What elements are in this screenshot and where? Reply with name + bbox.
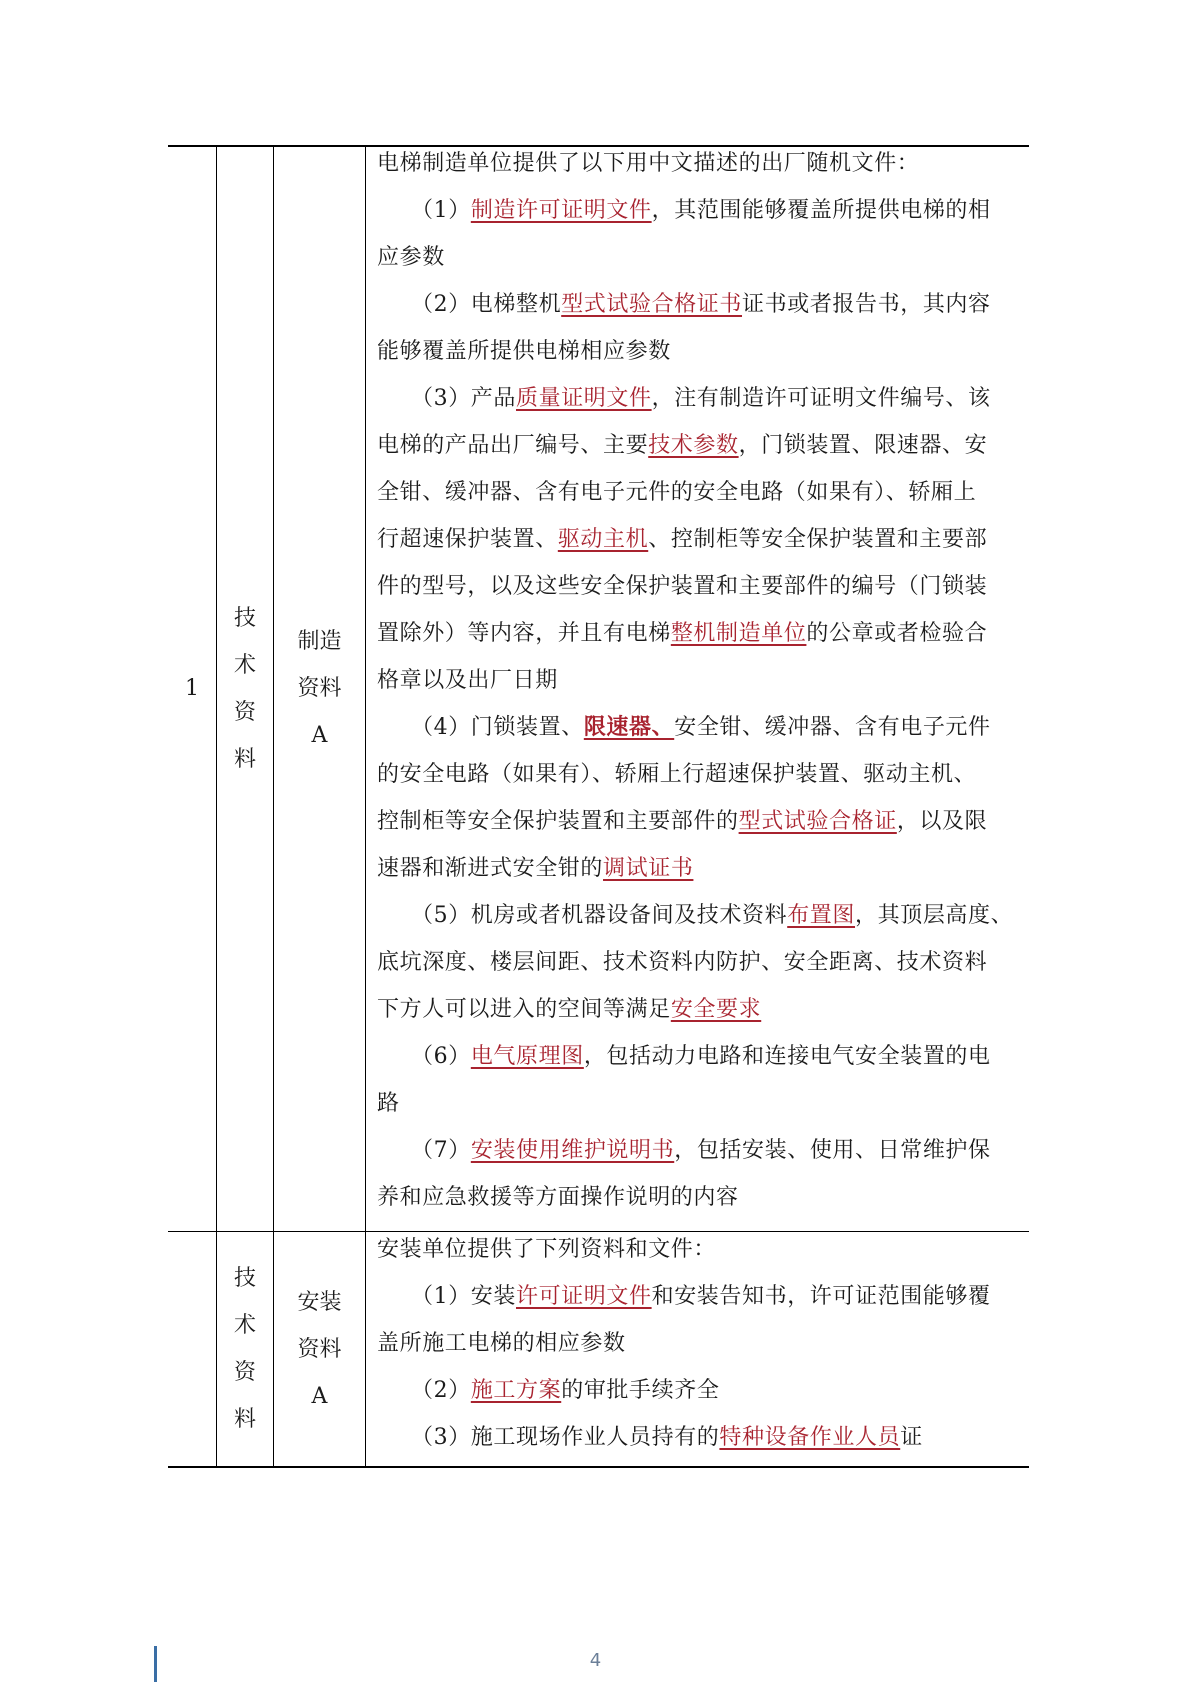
- highlighted-term: 调试证书: [603, 856, 694, 881]
- text-line: [377, 1174, 1027, 1221]
- cell-char: 资料: [297, 676, 342, 701]
- category-cell: [217, 146, 273, 1231]
- text-run: （7）: [411, 1138, 471, 1163]
- row-number: [168, 146, 216, 1231]
- text-line: [377, 281, 1027, 328]
- cell-char: 资: [233, 699, 256, 725]
- text-run: （1）: [411, 198, 471, 223]
- text-line: [377, 892, 1027, 939]
- text-run: （3）施工现场作业人员持有的: [411, 1425, 720, 1450]
- highlighted-term: 整机制造单位: [670, 621, 807, 646]
- text-run: 路: [377, 1091, 400, 1116]
- highlighted-term: 型式试验合格证书: [561, 292, 743, 317]
- text-run: 的审批手续齐全: [561, 1378, 720, 1403]
- text-run: ，门锁装置、限速器、安: [738, 433, 988, 458]
- highlighted-term: 技术参数: [648, 433, 739, 458]
- text-run: 底坑深度、楼层间距、技术资料内防护、安全距离、技术资料: [377, 950, 988, 975]
- text-line: [377, 1273, 1027, 1320]
- text-line: [377, 234, 1027, 281]
- text-line: [377, 845, 1027, 892]
- text-run: 格章以及出厂日期: [377, 668, 558, 693]
- table-bottom-border: [168, 1466, 1029, 1468]
- cell-char: 安装: [297, 1289, 342, 1315]
- requirements-content: [377, 1226, 1027, 1461]
- highlighted-term: 安装使用维护说明书: [470, 1138, 675, 1163]
- text-line: [377, 1367, 1027, 1414]
- text-run: 、控制柜等安全保护装置和主要部: [648, 527, 988, 552]
- text-run: 速器和渐进式安全钳的: [377, 856, 604, 881]
- text-line: [377, 1226, 1027, 1273]
- cell-char: 术: [233, 652, 256, 678]
- text-run: （6）: [411, 1044, 471, 1069]
- text-line: [377, 140, 1027, 187]
- text-run: 证书或者报告书，其内容: [742, 292, 991, 317]
- text-run: ，注有制造许可证明文件编号、该: [651, 386, 991, 411]
- text-run: ，其范围能够覆盖所提供电梯的相: [651, 198, 991, 223]
- highlighted-term: 许可证明文件: [516, 1284, 652, 1309]
- text-run: 行超速保护装置、: [377, 527, 558, 552]
- highlighted-term: 布置图: [787, 903, 856, 928]
- page-number: 4: [589, 1650, 602, 1671]
- text-run: 电梯的产品出厂编号、主要: [377, 433, 649, 458]
- text-line: [377, 751, 1027, 798]
- highlighted-term: 制造许可证明文件: [470, 198, 652, 223]
- cell-char: 资: [233, 1360, 256, 1385]
- text-run: 的公章或者检验合: [806, 621, 988, 646]
- text-run: 应参数: [377, 245, 445, 270]
- text-run: 下方人可以进入的空间等满足: [377, 997, 671, 1022]
- text-line: [377, 610, 1027, 657]
- text-run: 安装单位提供了下列资料和文件：: [377, 1237, 717, 1262]
- cell-char: 料: [233, 746, 256, 772]
- requirements-content: [377, 140, 1027, 1221]
- text-run: 电梯制造单位提供了以下用中文描述的出厂随机文件：: [377, 151, 920, 176]
- highlighted-term: 施工方案: [470, 1378, 562, 1403]
- text-run: ，其顶层高度、: [855, 903, 1014, 928]
- highlighted-term: 质量证明文件: [516, 386, 652, 411]
- cell-char: 料: [233, 1407, 256, 1432]
- cell-char: 技: [233, 605, 256, 631]
- text-run: 证: [900, 1425, 923, 1450]
- text-run: （2）: [411, 1378, 471, 1403]
- cell-char: A: [311, 723, 328, 748]
- text-line: [377, 1080, 1027, 1127]
- column-rule-3: [365, 146, 366, 1466]
- text-run: 控制柜等安全保护装置和主要部件的: [377, 809, 739, 834]
- text-run: （2）电梯整机: [411, 292, 562, 317]
- text-run: ，包括安装、使用、日常维护保: [674, 1138, 991, 1163]
- text-line: [377, 328, 1027, 375]
- text-line: [377, 563, 1027, 610]
- highlighted-term: 电气原理图: [470, 1044, 584, 1069]
- cell-char: 制造: [297, 629, 342, 654]
- highlighted-term-bold: 限速器、: [583, 714, 675, 740]
- text-run: 全钳、缓冲器、含有电子元件的安全电路（如果有）、轿厢上: [377, 480, 977, 505]
- cell-char: 资料: [297, 1336, 342, 1362]
- text-run: 养和应急救援等方面操作说明的内容: [377, 1185, 739, 1210]
- highlighted-term: 安全要求: [670, 997, 762, 1022]
- highlighted-term: 型式试验合格证: [738, 809, 897, 834]
- text-line: [377, 939, 1027, 986]
- text-line: [377, 469, 1027, 516]
- text-run: 安全钳、缓冲器、含有电子元件: [674, 715, 991, 740]
- text-run: 置除外）等内容，并且有电梯: [377, 621, 671, 646]
- row-number-text: 1: [185, 676, 199, 701]
- text-line: [377, 1033, 1027, 1080]
- highlighted-term: 驱动主机: [557, 527, 649, 552]
- category-cell: [217, 1232, 273, 1466]
- text-run: （5）机房或者机器设备间及技术资料: [411, 903, 788, 928]
- text-line: [377, 1320, 1027, 1367]
- text-run: （4）门锁装置、: [411, 715, 584, 740]
- cell-char: 技: [233, 1266, 256, 1291]
- text-run: ，以及限: [896, 809, 988, 834]
- text-run: 能够覆盖所提供电梯相应参数: [377, 339, 671, 364]
- text-run: 和安装告知书，许可证范围能够覆: [651, 1284, 991, 1309]
- highlighted-term: 特种设备作业人员: [719, 1425, 901, 1450]
- text-run: 的安全电路（如果有）、轿厢上行超速保护装置、驱动主机、: [377, 762, 977, 787]
- text-line: [377, 187, 1027, 234]
- text-line: [377, 1127, 1027, 1174]
- text-run: 件的型号，以及这些安全保护装置和主要部件的编号（门锁装: [377, 574, 988, 599]
- text-line: [377, 798, 1027, 845]
- text-line: [377, 986, 1027, 1033]
- subcategory-cell: [274, 1232, 365, 1466]
- text-run: 盖所施工电梯的相应参数: [377, 1331, 626, 1356]
- text-line: [377, 375, 1027, 422]
- text-line: [377, 516, 1027, 563]
- text-run: ，包括动力电路和连接电气安全装置的电: [583, 1044, 991, 1069]
- text-line: [377, 704, 1027, 751]
- text-run: （1）安装: [411, 1284, 516, 1309]
- text-line: [377, 422, 1027, 469]
- text-line: [377, 1414, 1027, 1461]
- text-run: （3）产品: [411, 386, 516, 411]
- subcategory-cell: [274, 146, 365, 1231]
- cell-char: A: [311, 1383, 328, 1409]
- cell-char: 术: [233, 1313, 256, 1338]
- text-line: [377, 657, 1027, 704]
